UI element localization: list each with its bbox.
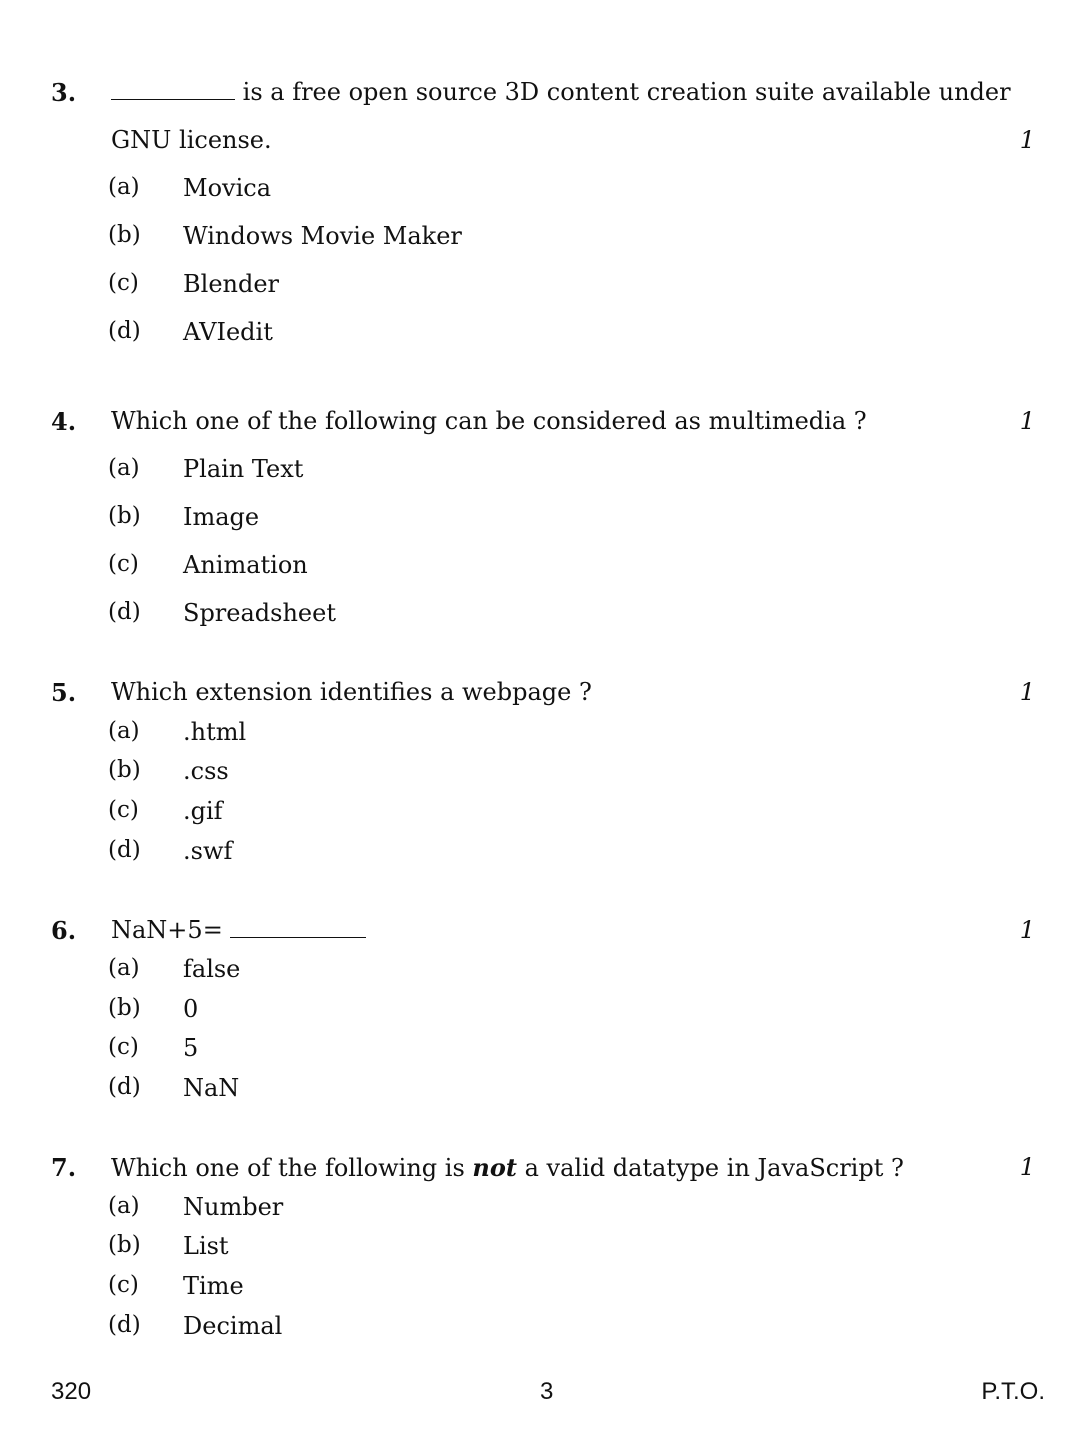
option-label: (c) [108,551,139,577]
question-number: 5. [51,678,77,707]
option-text: .css [183,757,229,785]
option-text: 5 [183,1034,199,1062]
option-label: (b) [108,757,141,783]
option-text: .swf [183,837,233,865]
option-label: (a) [108,455,140,481]
option-label: (d) [108,1312,141,1338]
option-label: (b) [108,503,141,529]
option-label: (a) [108,718,140,744]
option-label: (b) [108,995,141,1021]
answer-blank [111,79,235,100]
option-text: .gif [183,797,223,825]
question-number: 6. [51,916,77,945]
question-stem: is a free open source 3D content creation suite available under [111,78,1011,106]
option-text: List [183,1232,229,1260]
marks: 1 [1019,126,1035,154]
question-stem: Which extension identifies a webpage ? [111,678,592,706]
option-label: (d) [108,318,141,344]
question-number: 7. [51,1153,77,1182]
option-label: (b) [108,222,141,248]
please-turn-over: P.T.O. [981,1378,1045,1405]
option-label: (c) [108,1272,139,1298]
marks: 1 [1019,916,1035,944]
option-label: (a) [108,1193,140,1219]
marks: 1 [1019,1153,1035,1181]
option-label: (c) [108,270,139,296]
option-text: Decimal [183,1312,283,1340]
option-text: Movica [183,174,272,202]
option-label: (c) [108,797,139,823]
question-number: 4. [51,407,77,436]
option-label: (d) [108,837,141,863]
answer-blank [230,917,366,938]
option-text: 0 [183,995,199,1023]
option-text: AVIedit [183,318,273,346]
option-text: .html [183,718,247,746]
option-text: Number [183,1193,284,1221]
option-text: Plain Text [183,455,304,483]
option-text: false [183,955,241,983]
page-number: 3 [540,1378,554,1405]
question-stem: Which one of the following can be considered as multimedia ? [111,407,867,435]
option-text: Blender [183,270,280,298]
option-text: Image [183,503,260,531]
option-label: (a) [108,955,140,981]
question-stem: NaN+5= [111,916,366,944]
option-label: (a) [108,174,140,200]
option-label: (b) [108,1232,141,1258]
marks: 1 [1019,678,1035,706]
option-text: Animation [183,551,308,579]
question-stem: Which one of the following is not a valid datatype in JavaScript ? [111,1153,904,1182]
option-text: Spreadsheet [183,599,336,627]
option-text: Windows Movie Maker [183,222,462,250]
paper-code: 320 [51,1378,92,1405]
option-label: (d) [108,599,141,625]
option-text: NaN [183,1074,240,1102]
option-label: (d) [108,1074,141,1100]
marks: 1 [1019,407,1035,435]
question-number: 3. [51,78,77,107]
question-stem-continued: GNU license. [111,126,272,154]
option-label: (c) [108,1034,139,1060]
emphasis-word: not [472,1153,517,1182]
option-text: Time [183,1272,244,1300]
